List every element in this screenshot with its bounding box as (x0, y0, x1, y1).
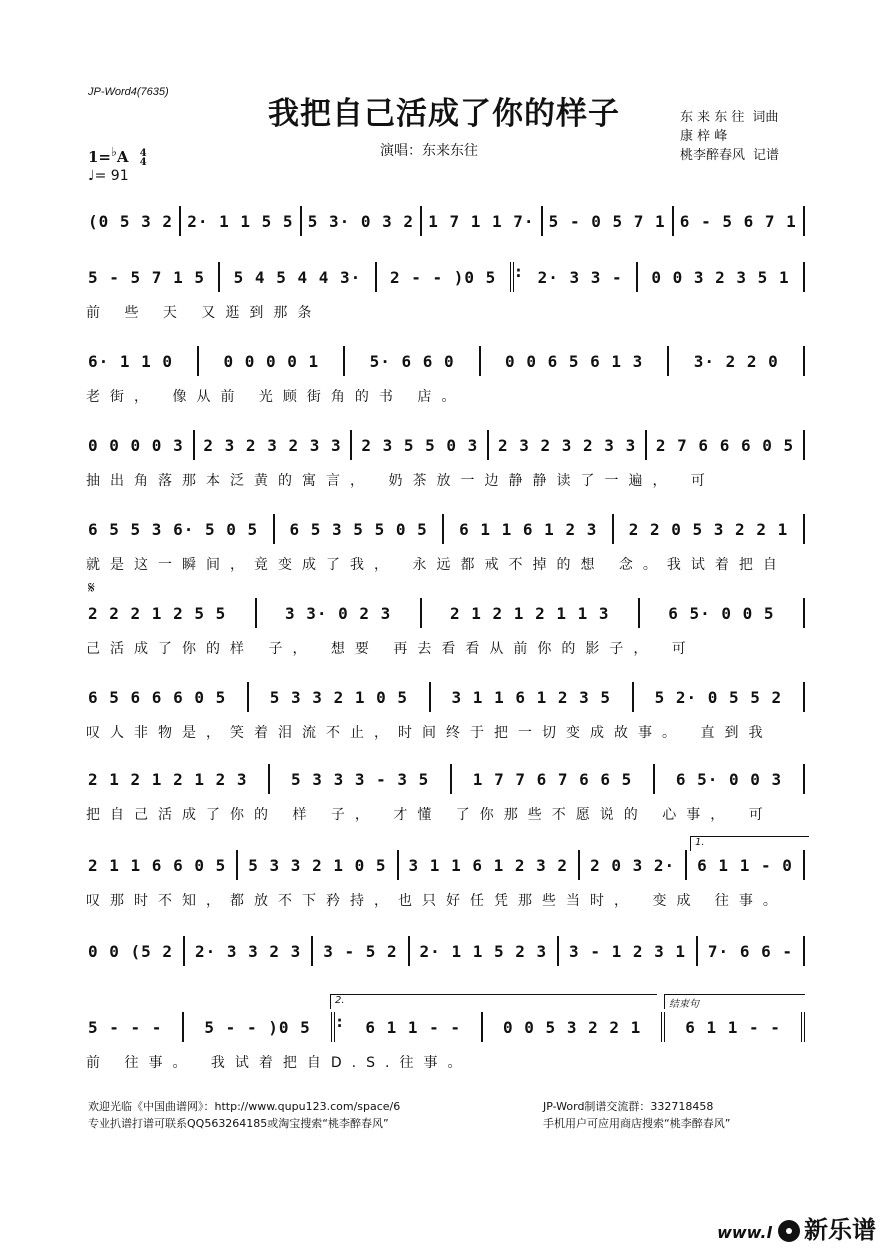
lyric-line: 就是这一瞬间，竟变成了我， 永远都戒不掉的想 念。我试着把自 (86, 557, 787, 573)
barline (803, 346, 805, 376)
barline (803, 850, 805, 880)
lyric-line: 老街， 像从前 光顾街角的书 店。 (86, 389, 466, 405)
credit-line: 东 来 东 往 词曲 (680, 110, 779, 125)
record-icon (778, 1220, 800, 1242)
lyric-line: 叹那时不知，都放不下矜持，也只好任凭那些当时， 变成 往事。 (86, 893, 787, 909)
measure-notes: 3 1 1 6 1 2 3 2 (408, 855, 569, 875)
measure-notes: 3 1 1 6 1 2 3 5 (451, 687, 612, 707)
barline (343, 346, 345, 376)
barline (541, 206, 543, 236)
barline (803, 430, 805, 460)
barline (557, 936, 559, 966)
measure-notes: 0 0 0 0 3 (88, 435, 184, 455)
note-line (86, 684, 808, 711)
measure-notes: 2· 1 1 5 2 3 (419, 941, 548, 961)
measure-notes: 0 0 0 0 1 (223, 351, 320, 371)
barline (273, 514, 275, 544)
note-line (86, 600, 808, 627)
measure-notes: 2 2 2 1 2 5 5 (88, 603, 227, 623)
measure-notes: 2 - - )0 5 (389, 267, 497, 287)
measure-notes: 1 7 1 1 7· (428, 211, 535, 231)
measure-notes: 2 3 2 3 2 3 3 (203, 435, 342, 455)
barline (193, 430, 195, 460)
measure-notes: 5· 6 6 0 (369, 351, 455, 371)
measure-notes: 2 3 5 5 0 3 (361, 435, 479, 455)
measure-notes: 6 5 3 5 5 0 5 (289, 519, 428, 539)
barline (479, 346, 481, 376)
barline (578, 850, 580, 880)
barline (408, 936, 410, 966)
measure-notes: 5 3 3 3 - 3 5 (291, 769, 430, 789)
barline (803, 598, 805, 628)
measure-notes: 7· 6 6 - (707, 941, 793, 961)
measure-notes: 5 3 3 2 1 0 5 (248, 855, 387, 875)
barline (420, 206, 422, 236)
barline (803, 936, 805, 966)
singer-label: 演唱：东来东往 (380, 143, 478, 159)
measure-notes: 3· 2 2 0 (693, 351, 779, 371)
barline (803, 514, 805, 544)
note-line (86, 432, 808, 459)
barline (672, 206, 674, 236)
measure-notes: (0 5 3 2 (88, 211, 174, 231)
measure-notes: 5 - 0 5 7 1 (548, 211, 666, 231)
barline (803, 682, 805, 712)
barline (300, 206, 302, 236)
measure-notes: 5 4 5 4 4 3· (233, 267, 362, 287)
barline (420, 598, 422, 628)
barline (179, 206, 181, 236)
note-line (86, 852, 808, 879)
site-logo (717, 1210, 876, 1245)
barline (375, 262, 377, 292)
volta-1: 1. (690, 836, 809, 851)
measure-notes: 2· 3 3 2 3 (194, 941, 302, 961)
barline (803, 262, 805, 292)
ending-bracket: 结束句 (664, 994, 805, 1009)
measure-notes: 2· 3 3 - (537, 267, 623, 287)
barline (612, 514, 614, 544)
measure-notes: 6 5· 0 0 5 (668, 603, 775, 623)
logo-name: 新乐谱 (804, 1216, 876, 1244)
measure-notes: 6 - 5 6 7 1 (679, 211, 797, 231)
measure-notes: 5 2· 0 5 5 2 (654, 687, 783, 707)
barline (197, 346, 199, 376)
credits (680, 108, 779, 165)
note-line (86, 1014, 808, 1041)
measure-notes: 2 0 3 2· (590, 855, 676, 875)
key-signature: 1=♭A 4 4 (88, 144, 147, 168)
barline (268, 764, 270, 794)
barline (429, 682, 431, 712)
segno-icon: 𝄋 (88, 578, 95, 597)
measure-notes: 5 3 3 2 1 0 5 (269, 687, 408, 707)
note-line (86, 208, 808, 235)
measure-notes: 6 1 1 6 1 2 3 (459, 519, 598, 539)
measure-notes: 5 - - )0 5 (204, 1017, 311, 1037)
measure-notes: 0 0 5 3 2 2 1 (503, 1017, 642, 1037)
barline (183, 936, 185, 966)
quarter-note-icon: ♩ (88, 168, 95, 184)
barline (803, 206, 805, 236)
measure-notes: 6· 1 1 0 (88, 351, 174, 371)
barline (450, 764, 452, 794)
note-line (86, 516, 808, 543)
lyric-line: 前 些 天 又逛到那条 (86, 305, 322, 321)
barline (696, 936, 698, 966)
measure-notes: 6 1 1 - - (365, 1017, 462, 1037)
barline (667, 346, 669, 376)
barline (653, 764, 655, 794)
barline (487, 430, 489, 460)
barline (247, 682, 249, 712)
measure-notes: 2· 1 1 5 5 (187, 211, 294, 231)
note-line (86, 766, 808, 793)
credit-line: 桃李醉春风 记谱 (680, 148, 780, 163)
group-text: JP-Word制谱交流群：332718458 (543, 1100, 714, 1113)
contact-text: 专业扒谱打谱可联系QQ563264185或淘宝搜索“桃李醉春风” (88, 1117, 389, 1130)
double-barline (801, 1012, 805, 1042)
note-line (86, 264, 808, 291)
tempo-marking: ♩= 91 (88, 168, 129, 184)
lyric-line: 抽出角落那本泛黄的寓言， 奶茶放一边静静读了一遍， 可 (86, 473, 715, 489)
barline (255, 598, 257, 628)
measure-notes: 2 2 0 5 3 2 2 1 (628, 519, 789, 539)
barline (311, 936, 313, 966)
song-title: 我把自己活成了你的样子 (268, 96, 620, 132)
barline (218, 262, 220, 292)
barline (685, 850, 687, 880)
volta-2: 2. (330, 994, 657, 1009)
measure-notes: 6 5 6 6 6 0 5 (88, 687, 227, 707)
footer-left (88, 1098, 400, 1132)
measure-notes: 3 3· 0 2 3 (284, 603, 392, 623)
measure-notes: 0 0 3 2 3 5 1 (651, 267, 790, 287)
measure-notes: 2 1 2 1 2 1 2 3 (88, 769, 248, 789)
lyric-line: 叹人非物是，笑着泪流不止，时间终于把一切变成故事。 直到我 (86, 725, 773, 741)
lyric-line: 己活成了你的样 子， 想要 再去看看从前你的影子， 可 (86, 641, 696, 657)
lyric-line: 前 往事。 我试着把自D.S.往事。 (86, 1055, 472, 1071)
double-barline: : (331, 1012, 346, 1042)
website-text: 欢迎光临《中国曲谱网》：http://www.qupu123.com/space/6 (88, 1100, 401, 1113)
measure-notes: 2 1 1 6 6 0 5 (88, 855, 227, 875)
measure-notes: 1 7 7 6 7 6 6 5 (472, 769, 633, 789)
measure-notes: 2 3 2 3 2 3 3 (497, 435, 637, 455)
time-signature: 4 4 (139, 148, 147, 168)
app-text: 手机用户可应用商店搜索“桃李醉春风” (543, 1117, 731, 1130)
note-line (86, 348, 808, 375)
barline (442, 514, 444, 544)
measure-notes: 0 0 (5 2 (88, 941, 174, 961)
flat-icon: ♭ (111, 144, 117, 159)
measure-notes: 2 7 6 6 6 0 5 (655, 435, 795, 455)
measure-notes: 5 3· 0 3 2 (307, 211, 415, 231)
measure-notes: 6 5· 0 0 3 (675, 769, 783, 789)
credit-line: 康 梓 峰 (680, 129, 728, 144)
logo-url: www.l (717, 1223, 772, 1242)
measure-notes: 3 - 1 2 3 1 (569, 941, 687, 961)
measure-notes: 6 5 5 3 6· 5 0 5 (88, 519, 259, 539)
barline (632, 682, 634, 712)
barline (350, 430, 352, 460)
note-line (86, 938, 808, 965)
footer-right (543, 1098, 730, 1132)
measure-notes: 0 0 6 5 6 1 3 (505, 351, 644, 371)
barline (236, 850, 238, 880)
barline (803, 764, 805, 794)
measure-notes: 5 - - - (88, 1017, 163, 1037)
measure-notes: 5 - 5 7 1 5 (88, 267, 205, 287)
lyric-line: 把自己活成了你的 样 子， 才懂 了你那些不愿说的 心事， 可 (86, 807, 773, 823)
measure-notes: 2 1 2 1 2 1 1 3 (450, 603, 610, 623)
double-barline (661, 1012, 665, 1042)
measure-notes: 6 1 1 - 0 (697, 855, 793, 875)
barline (636, 262, 638, 292)
barline (638, 598, 640, 628)
double-barline: : (510, 262, 525, 292)
barline (182, 1012, 184, 1042)
measure-notes: 6 1 1 - - (685, 1017, 781, 1037)
software-label: JP-Word4(7635) (88, 86, 169, 98)
barline (481, 1012, 483, 1042)
barline (397, 850, 399, 880)
barline (645, 430, 647, 460)
measure-notes: 3 - 5 2 (323, 941, 398, 961)
